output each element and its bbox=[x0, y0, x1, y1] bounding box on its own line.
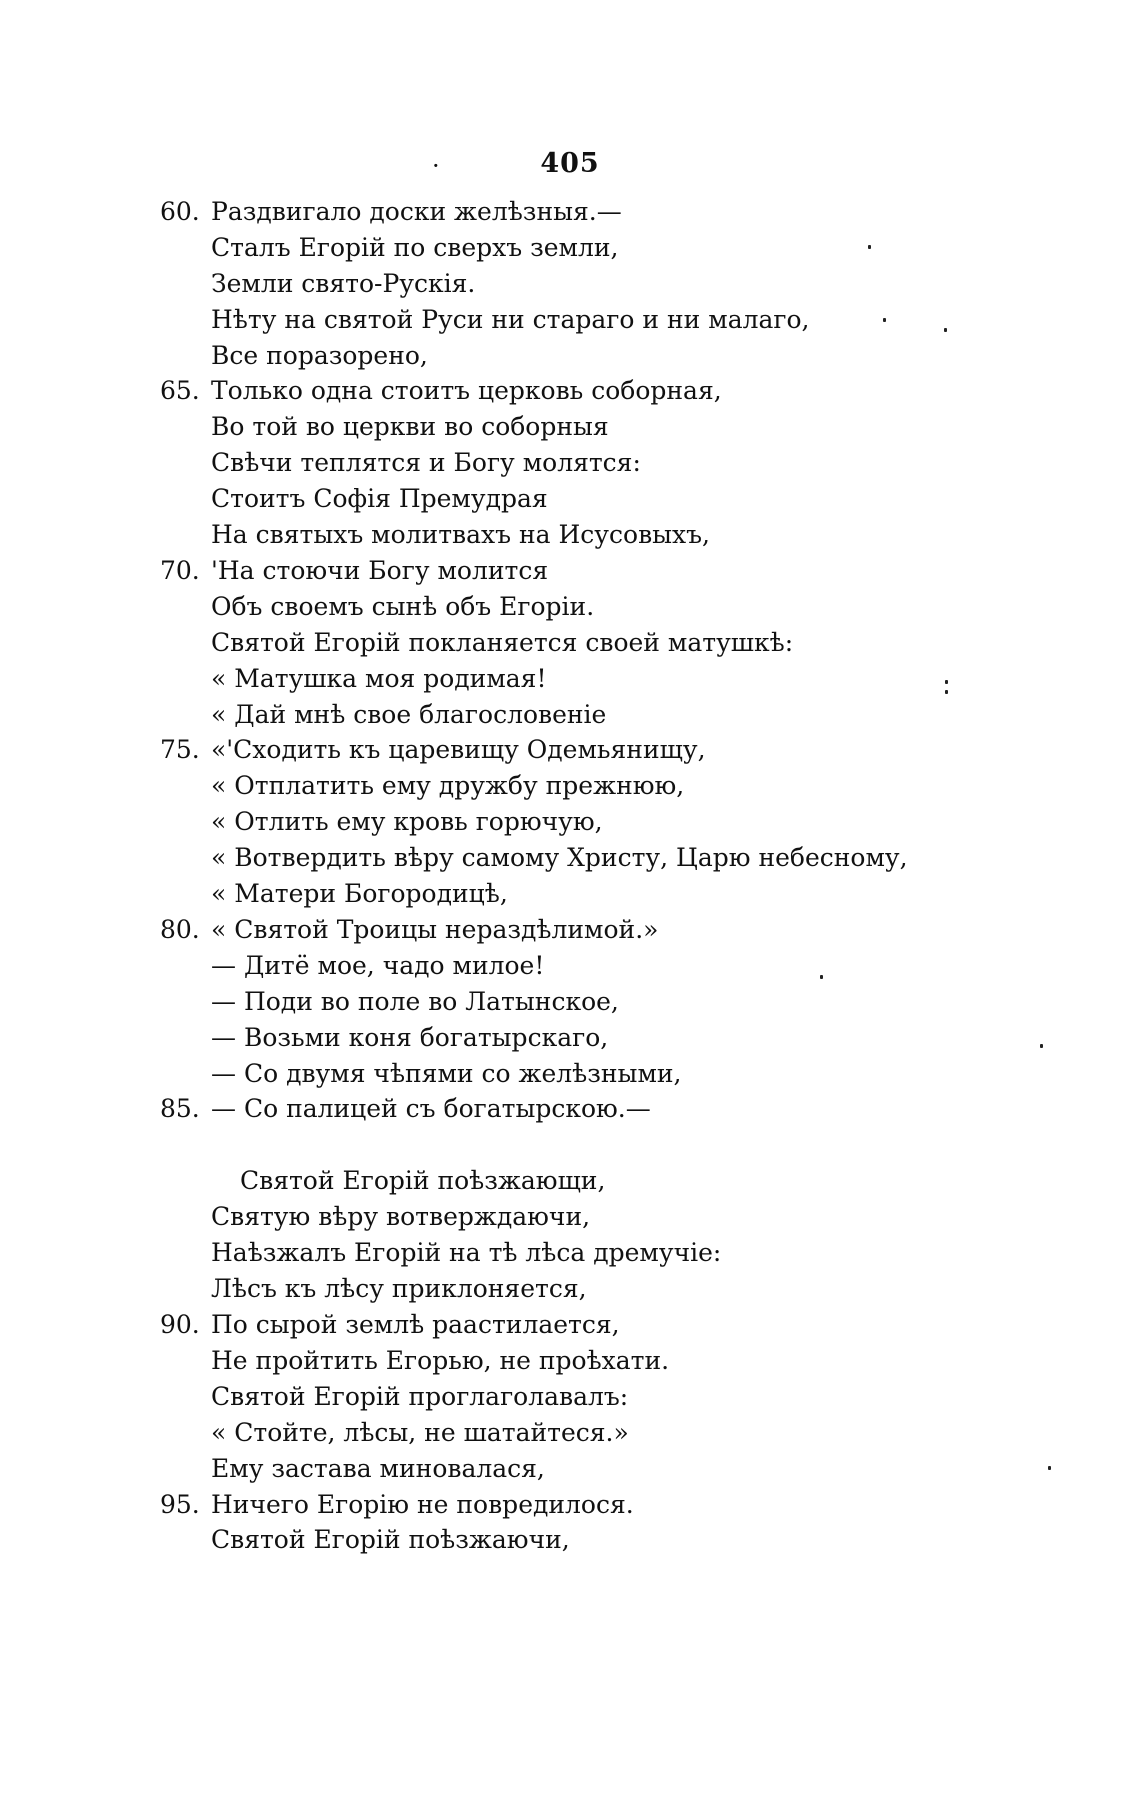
scan-speck bbox=[868, 245, 871, 249]
line-text: По сырой землѣ раастилается, bbox=[211, 1310, 620, 1339]
poem-line bbox=[0, 445, 1100, 481]
scan-speck bbox=[945, 690, 948, 694]
line-text: « Отплатить ему дружбу прежнюю, bbox=[211, 771, 685, 800]
line-number: 85. bbox=[160, 1094, 200, 1123]
poem-line bbox=[0, 768, 1100, 804]
scan-speck bbox=[1040, 1044, 1043, 1048]
poem-line bbox=[0, 589, 1100, 625]
poem-line bbox=[0, 1451, 1100, 1487]
line-text: « Дай мнѣ свое благословеніе bbox=[211, 700, 607, 729]
page-number: 405 bbox=[540, 148, 600, 179]
poem-line bbox=[0, 732, 1100, 768]
line-text: Святой Егорій покланяется своей матушкѣ: bbox=[211, 628, 794, 657]
line-number: 70. bbox=[160, 556, 200, 585]
poem-line bbox=[0, 1271, 1100, 1307]
poem-line bbox=[0, 338, 1100, 374]
line-text: — Возьми коня богатырскаго, bbox=[211, 1023, 609, 1052]
line-text: Сталъ Егорій по сверхъ земли, bbox=[211, 233, 619, 262]
line-text: Не пройтить Егорью, не проѣхати. bbox=[211, 1346, 670, 1375]
poem-line bbox=[0, 1522, 1100, 1558]
poem-line bbox=[0, 876, 1100, 912]
line-text: Свѣчи теплятся и Богу молятся: bbox=[211, 448, 641, 477]
line-number: 90. bbox=[160, 1310, 200, 1339]
line-text: — Дитё мое, чадо милое! bbox=[211, 951, 545, 980]
line-text: 'На стоючи Богу молится bbox=[211, 556, 549, 585]
line-number: 60. bbox=[160, 197, 200, 226]
poem-line bbox=[0, 1487, 1100, 1523]
scan-speck bbox=[883, 318, 886, 322]
scan-speck bbox=[945, 680, 948, 684]
poem-line bbox=[0, 1235, 1100, 1271]
poem-line bbox=[0, 1343, 1100, 1379]
line-text: Ничего Егорію не повредилося. bbox=[211, 1490, 634, 1519]
scan-speck bbox=[1048, 1466, 1051, 1470]
line-text: « Отлить ему кровь горючую, bbox=[211, 807, 603, 836]
poem-line bbox=[0, 553, 1100, 589]
line-text: Объ своемъ сынѣ объ Егоріи. bbox=[211, 592, 595, 621]
scan-speck bbox=[820, 975, 823, 979]
poem-line bbox=[0, 948, 1100, 984]
line-number: 65. bbox=[160, 376, 200, 405]
line-text: « Вотвердить вѣру самому Христу, Царю небесному, bbox=[211, 843, 908, 872]
poem-line bbox=[0, 1415, 1100, 1451]
scan-speck bbox=[944, 328, 947, 332]
poem-line bbox=[0, 661, 1100, 697]
poem-line bbox=[0, 1199, 1100, 1235]
line-text: Святой Егорій проглаголавалъ: bbox=[211, 1382, 629, 1411]
poem-line bbox=[0, 266, 1100, 302]
poem-line bbox=[0, 840, 1100, 876]
poem-line bbox=[0, 1307, 1100, 1343]
line-text: Святую вѣру вотверждаючи, bbox=[211, 1202, 591, 1231]
line-text: « Матери Богородицѣ, bbox=[211, 879, 508, 908]
line-text: Святой Егорій поѣзжающи, bbox=[240, 1166, 606, 1195]
line-text: Нѣту на святой Руси ни стараго и ни малаго, bbox=[211, 305, 810, 334]
poem-line bbox=[0, 1379, 1100, 1415]
poem-line bbox=[0, 194, 1100, 230]
poem-line bbox=[0, 1091, 1100, 1127]
line-text: — Поди во поле во Латынское, bbox=[211, 987, 619, 1016]
line-text: Лѣсъ къ лѣсу приклоняется, bbox=[211, 1274, 587, 1303]
line-number: 95. bbox=[160, 1490, 200, 1519]
poem-line bbox=[0, 230, 1100, 266]
line-text: Только одна стоитъ церковь соборная, bbox=[211, 376, 722, 405]
line-text: « Матушка моя родимая! bbox=[211, 664, 547, 693]
line-text: — Со палицей съ богатырскою.— bbox=[211, 1094, 651, 1123]
poem-line bbox=[0, 1163, 1100, 1199]
line-text: Все поразорено, bbox=[211, 341, 428, 370]
line-text: Раздвигало доски желѣзныя.— bbox=[211, 197, 622, 226]
line-text: Святой Егорій поѣзжаючи, bbox=[211, 1525, 570, 1554]
poem-line bbox=[0, 804, 1100, 840]
poem-line bbox=[0, 373, 1100, 409]
line-text: Земли свято-Рускія. bbox=[211, 269, 476, 298]
poem-line bbox=[0, 1056, 1100, 1092]
line-text: Во той во церкви во соборныя bbox=[211, 412, 609, 441]
poem-line bbox=[0, 481, 1100, 517]
line-text: « Стойте, лѣсы, не шатайтеся.» bbox=[211, 1418, 629, 1447]
poem-line bbox=[0, 912, 1100, 948]
line-number: 75. bbox=[160, 735, 200, 764]
poem-line bbox=[0, 697, 1100, 733]
line-number: 80. bbox=[160, 915, 200, 944]
line-text: Стоитъ Софія Премудрая bbox=[211, 484, 548, 513]
line-text: Ему застава миновалася, bbox=[211, 1454, 545, 1483]
page-dot-mark: · bbox=[432, 152, 440, 180]
line-text: — Со двумя чѣпями со желѣзными, bbox=[211, 1059, 682, 1088]
line-text: « Святой Троицы нераздѣлимой.» bbox=[211, 915, 659, 944]
poem-line bbox=[0, 517, 1100, 553]
poem-line bbox=[0, 625, 1100, 661]
line-text: На святыхъ молитвахъ на Исусовыхъ, bbox=[211, 520, 710, 549]
poem-line bbox=[0, 409, 1100, 445]
line-text: «'Сходить къ царевищу Одемьянищу, bbox=[211, 735, 706, 764]
poem-line bbox=[0, 984, 1100, 1020]
line-text: Наѣзжалъ Егорій на тѣ лѣса дремучіе: bbox=[211, 1238, 722, 1267]
poem-line bbox=[0, 1020, 1100, 1056]
poem-line bbox=[0, 302, 1100, 338]
